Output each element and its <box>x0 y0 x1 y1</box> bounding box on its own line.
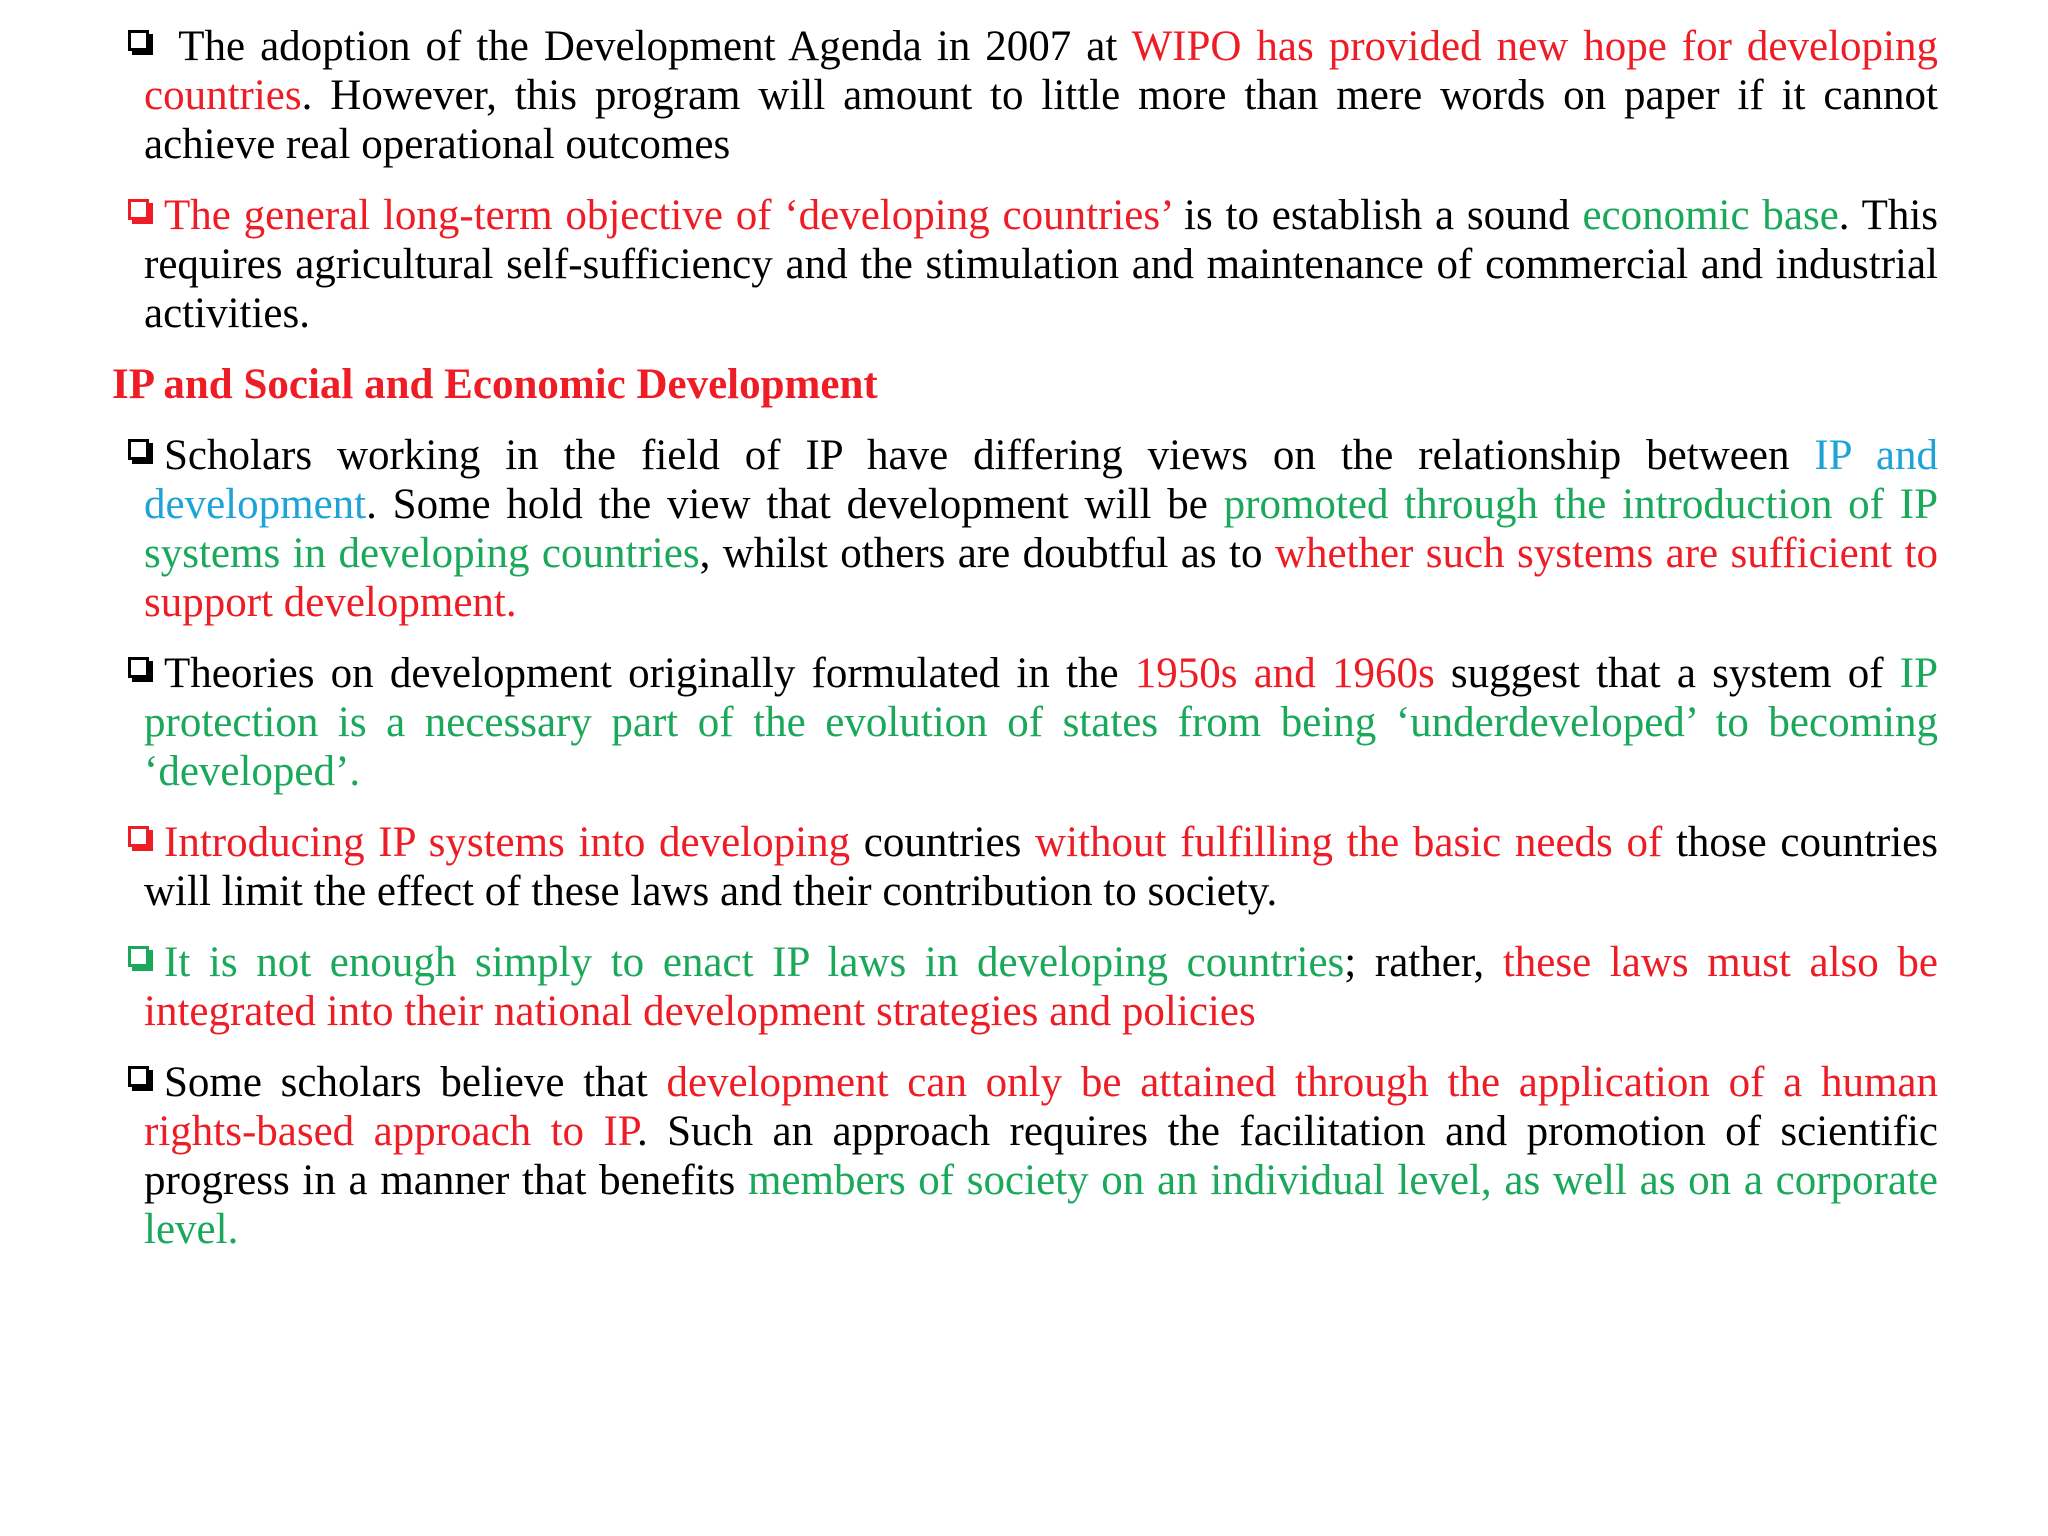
text-segment: is to establish a sound <box>1171 192 1583 239</box>
text-segment: It is not enough simply to enact IP laws in developing countries <box>164 939 1345 986</box>
text-segment: , whilst others are doubtful as to <box>699 530 1275 577</box>
text-segment: The adoption of the Development Agenda in 2007 at <box>164 23 1132 70</box>
text-segment: . This requires agricultural self-sufficiency and the stimulation and maintenance of commercial and industrial activities. <box>144 192 1939 337</box>
checkbox-icon <box>128 439 149 460</box>
text-segment: economic base <box>1582 192 1839 239</box>
slide-content <box>112 22 1939 1276</box>
checkbox-icon <box>128 946 149 967</box>
text-segment: . However, this program will amount to little more than mere words on paper if it cannot achieve real operational outcomes <box>144 72 1938 168</box>
section-heading: IP and Social and Economic Development <box>112 361 878 408</box>
text-segment: promoted through the introduction of IP systems in developing countries <box>144 481 1938 577</box>
text-segment: . Some hold the view that development will be <box>366 481 1224 528</box>
text-segment: Scholars working in the field of IP have differing views on the relationship between <box>164 432 1815 479</box>
text-segment: WIPO has provided new hope for developing countries <box>144 23 1938 119</box>
text-segment: Some scholars believe that <box>164 1059 667 1106</box>
bullet-paragraph-7 <box>128 1058 1938 1254</box>
checkbox-icon <box>128 1066 149 1087</box>
checkbox-icon <box>128 30 149 51</box>
text-segment: The general long-term objective of ‘developing countries’ <box>164 192 1172 239</box>
text-segment: 1950s and 1960s <box>1134 650 1435 697</box>
bullet-paragraph-2 <box>128 191 1938 338</box>
text-segment: countries <box>850 819 1036 866</box>
bullet-paragraph-4 <box>128 649 1938 796</box>
text-segment: ; rather, <box>1344 939 1503 986</box>
text-segment: Theories on development originally formulated in the <box>164 650 1135 697</box>
checkbox-icon <box>128 826 149 847</box>
text-segment: those countries will limit the effect of these laws and their contribution to society. <box>144 819 1939 915</box>
text-segment: Introducing IP systems into developing <box>164 819 851 866</box>
checkbox-icon <box>128 199 149 220</box>
text-segment: suggest that a system of <box>1434 650 1900 697</box>
text-segment: IP protection is a necessary part of the evolution of states from being ‘underdeveloped’ to becoming ‘developed’. <box>144 650 1938 795</box>
bullet-paragraph-3 <box>128 431 1938 627</box>
text-segment: . Such an approach requires the facilitation and promotion of scientific progress in a manner that benefits <box>144 1108 1938 1204</box>
bullet-paragraph-6 <box>128 938 1938 1036</box>
bullet-paragraph-5 <box>128 818 1938 916</box>
text-segment: development can only be attained through the application of a human rights-based approach to IP <box>144 1059 1938 1155</box>
text-segment: members of society on an individual level, as well as on a corporate level. <box>144 1157 1938 1253</box>
text-segment: these laws must also be integrated into their national development strategies and policies <box>144 939 1939 1035</box>
text-segment: IP and development <box>144 432 1938 528</box>
bullet-paragraph-1 <box>128 22 1938 169</box>
text-segment: without fulfilling the basic needs of <box>1035 819 1663 866</box>
text-segment: whether such systems are sufficient to support development. <box>144 530 1938 626</box>
checkbox-icon <box>128 657 149 678</box>
